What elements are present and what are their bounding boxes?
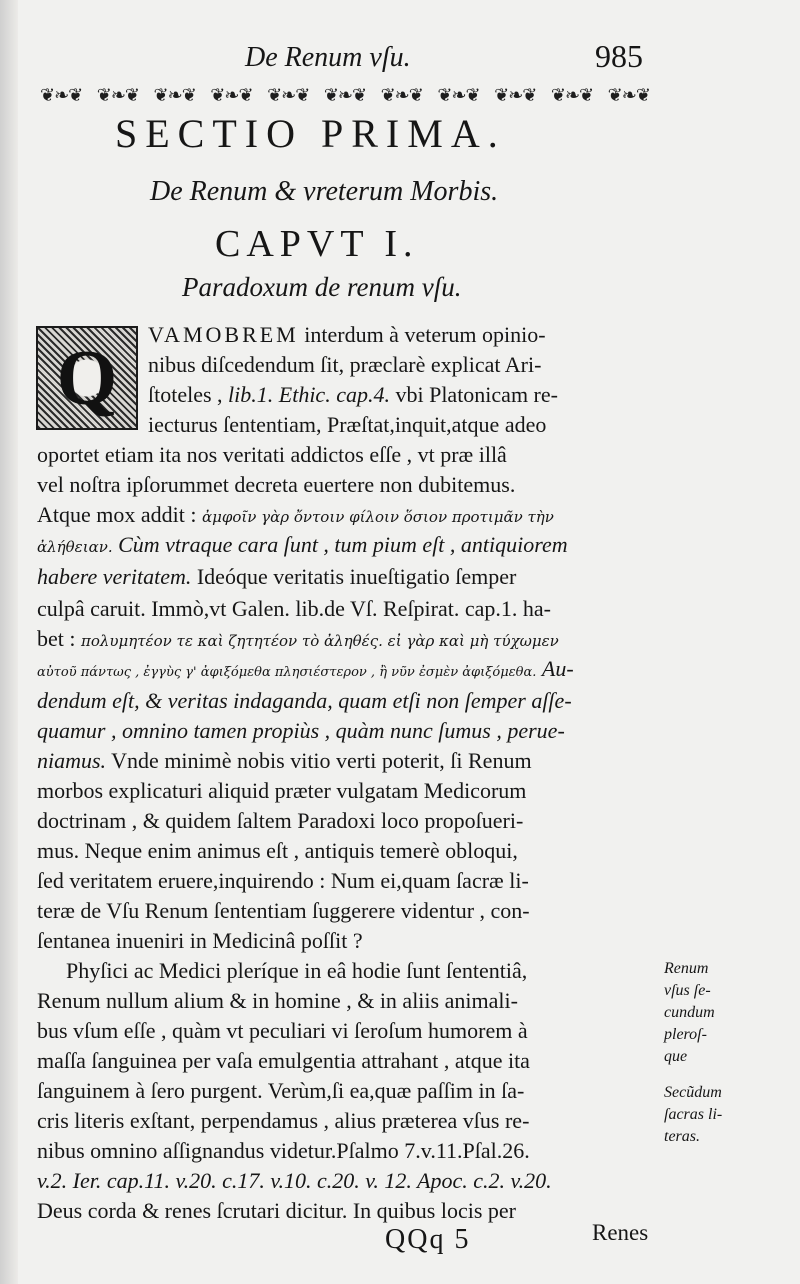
latin-translation: Au- bbox=[536, 656, 574, 681]
body-line: vel noſtra ipſorummet decreta euertere non dubitemus. bbox=[37, 472, 516, 497]
body-text: Vnde minimè nobis vitio verti poterit, ſi Renum bbox=[106, 748, 532, 773]
ornament-icon: ❦❧❦ bbox=[323, 84, 367, 106]
body-line: doctrinam , & quidem ſaltem Paradoxi loco propoſueri- bbox=[37, 808, 524, 833]
citation: lib.1. Ethic. cap.4. bbox=[228, 382, 390, 407]
margin-note-line: cundum bbox=[664, 1004, 715, 1021]
ornament-icon: ❦❧❦ bbox=[96, 84, 140, 106]
body-line: Phyſici ac Medici pleríque in eâ hodie ſunt ſententiâ, bbox=[66, 958, 528, 983]
margin-note-line: Renum bbox=[664, 960, 709, 977]
body-line: iecturus ſententiam, Præſtat,inquit,atque adeo bbox=[148, 412, 547, 437]
body-line: bus vſum eſſe , quàm vt peculiari vi ſeroſum humorem à bbox=[37, 1018, 528, 1043]
margin-note-line: teras. bbox=[664, 1128, 700, 1145]
latin-translation: Cùm vtraque cara ſunt , tum pium eſt , antiquiorem bbox=[112, 532, 568, 557]
margin-note-line: vſus ſe- bbox=[664, 982, 711, 999]
body-line: Deus corda & renes ſcrutari dicitur. In quibus locis per bbox=[37, 1198, 516, 1223]
running-head-title: De Renum vſu. bbox=[245, 42, 411, 73]
body-line: nibus omnino aſſignandus videtur.Pſalmo 7.v.11.Pſal.26. bbox=[37, 1138, 530, 1163]
margin-note-line: que bbox=[664, 1048, 688, 1065]
latin-translation: habere veritatem. bbox=[37, 564, 192, 589]
ornament-icon: ❦❧❦ bbox=[40, 84, 83, 106]
initial-word: VAMOBREM bbox=[148, 322, 299, 347]
body-line: maſſa ſanguinea per vaſa emulgentia attrahant , atque ita bbox=[37, 1048, 530, 1073]
body-text: Ideóque veritatis inueſtigatio ſemper bbox=[191, 564, 517, 589]
ornament-icon: ❦❧❦ bbox=[153, 84, 196, 106]
body-line bbox=[37, 746, 532, 776]
body-line: ſanguinem à ſero purgent. Verùm,ſi ea,quæ paſſim in ſa- bbox=[37, 1078, 525, 1103]
body-text: bet : bbox=[37, 626, 81, 651]
margin-note-line: pleroſ- bbox=[664, 1026, 707, 1043]
body-text: interdum à veterum opinio- bbox=[298, 322, 546, 347]
ornament-icon: ❦❧❦ bbox=[494, 84, 537, 106]
body-line bbox=[148, 320, 546, 350]
latin-translation: niamus. bbox=[37, 748, 107, 773]
body-line: ſed veritatem eruere,inquirendo : Num ei,quam ſacræ li- bbox=[37, 868, 529, 893]
body-line: v.2. Ier. cap.11. v.20. c.17. v.10. c.20. v. 12. Apoc. c.2. v.20. bbox=[37, 1168, 552, 1193]
greek-quote: ἀλήθειαν. bbox=[37, 538, 113, 556]
body-line: morbos explicaturi aliquid præter vulgatam Medicorum bbox=[37, 778, 527, 803]
greek-quote: αὐτοῦ πάντως , ἐγγὺς γ' ἀφιξόμεθα πλησιέστερον , ἢ νῦν ἐσμὲν ἀφιξόμεθα. bbox=[37, 665, 537, 680]
signature-mark: QQq 5 bbox=[385, 1224, 471, 1255]
body-line: teræ de Vſu Renum ſententiam ſuggerere videntur , con- bbox=[37, 898, 530, 923]
body-line bbox=[37, 562, 516, 592]
body-line: cris literis exſtant, perpendamus , alius præterea vſus re- bbox=[37, 1108, 530, 1133]
decorated-initial bbox=[36, 326, 138, 430]
body-line: mus. Neque enim animus eſt , antiquis temerè obloqui, bbox=[37, 838, 518, 863]
greek-quote: πολυμητέον τε καὶ ζητητέον τὸ ἀληθές. εἰ γὰρ καὶ μὴ τύχωμεν bbox=[81, 632, 559, 650]
body-text: Atque mox addit : bbox=[37, 502, 202, 527]
running-head bbox=[0, 38, 800, 78]
body-line bbox=[37, 530, 568, 562]
body-line: quamur , omnino tamen propiùs , quàm nunc ſumus , perue- bbox=[37, 718, 565, 743]
initial-letter: Q bbox=[56, 334, 118, 421]
body-line bbox=[37, 500, 554, 532]
greek-quote: ἀμφοῖν γὰρ ὄντοιν φίλοιν ὅσιον προτιμᾶν τὴν bbox=[201, 508, 554, 526]
ornament-icon: ❦❧❦ bbox=[437, 84, 480, 106]
ornament-border bbox=[40, 82, 650, 108]
ornament-icon: ❦❧❦ bbox=[607, 84, 650, 106]
margin-note-line: Secũdum bbox=[664, 1084, 722, 1101]
body-line: oportet etiam ita nos veritati addictos eſſe , vt præ illâ bbox=[37, 442, 507, 467]
margin-note-line: ſacras li- bbox=[664, 1106, 723, 1123]
ornament-icon: ❦❧❦ bbox=[550, 84, 594, 106]
body-text: ſtoteles , bbox=[148, 382, 229, 407]
ornament-icon: ❦❧❦ bbox=[210, 84, 253, 106]
section-heading: SECTIO PRIMA. bbox=[115, 111, 506, 156]
section-subtitle: De Renum & vreterum Morbis. bbox=[150, 176, 499, 207]
chapter-title: Paradoxum de renum vſu. bbox=[182, 272, 462, 302]
ornament-icon: ❦❧❦ bbox=[380, 84, 423, 106]
body-line: ſentanea inueniri in Medicinâ poſſit ? bbox=[37, 928, 363, 953]
page-gutter-shadow bbox=[0, 0, 18, 1284]
chapter-heading: CAPVT I. bbox=[215, 223, 419, 265]
body-line: nibus diſcedendum ſit, præclarè explicat Ari- bbox=[148, 352, 542, 377]
body-line: culpâ caruit. Immò,vt Galen. lib.de Vſ. Reſpirat. cap.1. ha- bbox=[37, 596, 551, 621]
body-line bbox=[37, 654, 574, 688]
body-line bbox=[148, 380, 558, 410]
catchword: Renes bbox=[592, 1220, 649, 1245]
body-line: Renum nullum alium & in homine , & in aliis animali- bbox=[37, 988, 518, 1013]
body-line bbox=[37, 624, 559, 656]
page-number: 985 bbox=[595, 38, 643, 74]
body-text: vbi Platonicam re- bbox=[389, 382, 558, 407]
body-line: dendum eſt, & veritas indaganda, quam etſi non ſemper aſſe- bbox=[37, 688, 572, 713]
ornament-icon: ❦❧❦ bbox=[267, 84, 310, 106]
